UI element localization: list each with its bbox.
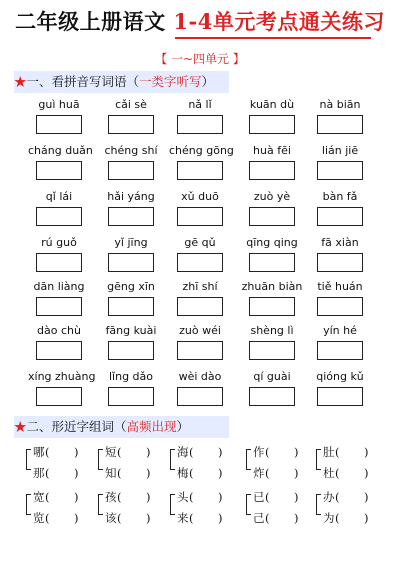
pinyin-text: qí guài bbox=[253, 370, 291, 383]
pinyin-text: fā xiàn bbox=[321, 236, 359, 249]
char-paren-close: ) bbox=[294, 466, 299, 480]
char-paren-close: ) bbox=[364, 445, 369, 459]
pinyin-text: lián jiē bbox=[321, 144, 359, 157]
pinyin-text: zhī shí bbox=[182, 280, 218, 293]
answer-box[interactable] bbox=[177, 207, 223, 226]
char-paren-close: ) bbox=[364, 466, 369, 480]
pinyin-text: lǐng dǎo bbox=[108, 370, 154, 383]
bracket bbox=[98, 494, 103, 515]
char-text: 览( bbox=[33, 511, 50, 525]
bracket bbox=[246, 494, 251, 515]
char-text: 该( bbox=[105, 511, 122, 525]
char-blank[interactable] bbox=[177, 444, 223, 460]
pinyin-text: nà biān bbox=[319, 98, 361, 111]
answer-box[interactable] bbox=[249, 207, 295, 226]
char-paren-close: ) bbox=[364, 490, 369, 504]
title-highlight: 1-4单元考点通关练习 bbox=[173, 9, 385, 34]
char-blank[interactable] bbox=[323, 444, 369, 460]
char-blank[interactable] bbox=[323, 465, 369, 481]
pinyin-text: zuò yè bbox=[253, 190, 291, 203]
char-blank[interactable] bbox=[33, 444, 79, 460]
answer-box[interactable] bbox=[108, 341, 154, 360]
char-text: 杜( bbox=[323, 466, 340, 480]
section-1-header bbox=[14, 71, 229, 93]
char-blank[interactable] bbox=[33, 510, 79, 526]
answer-box[interactable] bbox=[177, 161, 223, 180]
char-text: 来( bbox=[177, 511, 194, 525]
char-text: 梅( bbox=[177, 466, 194, 480]
answer-box[interactable] bbox=[108, 297, 154, 316]
pinyin-text: dào chù bbox=[37, 324, 81, 337]
char-paren-close: ) bbox=[294, 445, 299, 459]
answer-box[interactable] bbox=[36, 161, 82, 180]
char-text: 那( bbox=[33, 466, 50, 480]
char-paren-close: ) bbox=[146, 466, 151, 480]
answer-box[interactable] bbox=[36, 341, 82, 360]
section-1-close: ） bbox=[201, 74, 215, 89]
star-icon: ★ bbox=[14, 74, 27, 89]
char-paren-close: ) bbox=[146, 490, 151, 504]
char-blank[interactable] bbox=[105, 510, 151, 526]
pinyin-text: gē qǔ bbox=[184, 236, 216, 249]
char-blank[interactable] bbox=[253, 444, 299, 460]
title-main: 二年级上册语文 bbox=[15, 9, 166, 34]
answer-box[interactable] bbox=[249, 341, 295, 360]
answer-box[interactable] bbox=[177, 297, 223, 316]
answer-box[interactable] bbox=[108, 253, 154, 272]
pinyin-text: kuān dù bbox=[249, 98, 295, 111]
char-text: 宽( bbox=[33, 490, 50, 504]
answer-box[interactable] bbox=[108, 387, 154, 406]
bracket bbox=[170, 494, 175, 515]
answer-box[interactable] bbox=[249, 253, 295, 272]
pinyin-text: yín hé bbox=[323, 324, 357, 337]
subtitle: 【 一~四单元 】 bbox=[155, 52, 245, 66]
char-paren-close: ) bbox=[364, 511, 369, 525]
answer-box[interactable] bbox=[36, 297, 82, 316]
char-blank[interactable] bbox=[177, 510, 223, 526]
pinyin-text: gēng xīn bbox=[107, 280, 155, 293]
pinyin-text: huà fēi bbox=[253, 144, 291, 157]
char-text: 海( bbox=[177, 445, 194, 459]
pinyin-text: dān liàng bbox=[33, 280, 85, 293]
char-text: 孩( bbox=[105, 490, 122, 504]
bracket bbox=[98, 449, 103, 470]
answer-box[interactable] bbox=[177, 115, 223, 134]
pinyin-text: zuò wéi bbox=[179, 324, 221, 337]
char-text: 短( bbox=[105, 445, 122, 459]
pinyin-text: chéng gōng bbox=[169, 144, 234, 157]
section-1-label: 一、看拼音写词语（ bbox=[26, 74, 140, 89]
char-paren-close: ) bbox=[218, 511, 223, 525]
char-paren-close: ) bbox=[74, 490, 79, 504]
char-text: 办( bbox=[323, 490, 340, 504]
bracket bbox=[26, 449, 31, 470]
char-paren-close: ) bbox=[146, 445, 151, 459]
char-blank[interactable] bbox=[253, 465, 299, 481]
answer-box[interactable] bbox=[108, 161, 154, 180]
pinyin-text: shèng lì bbox=[250, 324, 294, 337]
section-1-note: 一类字听写 bbox=[139, 74, 202, 89]
answer-box[interactable] bbox=[317, 115, 363, 134]
answer-box[interactable] bbox=[108, 115, 154, 134]
answer-box[interactable] bbox=[249, 161, 295, 180]
pinyin-text: tiě huán bbox=[317, 280, 363, 293]
section-2-label: 二、形近字组词（ bbox=[26, 419, 127, 434]
pinyin-text: xíng zhuàng bbox=[28, 370, 96, 383]
char-text: 已( bbox=[253, 490, 270, 504]
answer-box[interactable] bbox=[317, 341, 363, 360]
char-blank[interactable] bbox=[177, 465, 223, 481]
char-blank[interactable] bbox=[105, 489, 151, 505]
pinyin-text: wèi dào bbox=[178, 370, 222, 383]
pinyin-text: fāng kuài bbox=[105, 324, 157, 337]
answer-box[interactable] bbox=[177, 341, 223, 360]
bracket bbox=[246, 449, 251, 470]
pinyin-text: rú guǒ bbox=[41, 236, 77, 249]
char-paren-close: ) bbox=[218, 466, 223, 480]
answer-box[interactable] bbox=[36, 115, 82, 134]
pinyin-text: nǎ lǐ bbox=[188, 98, 212, 111]
bracket bbox=[316, 449, 321, 470]
char-paren-close: ) bbox=[218, 445, 223, 459]
answer-box[interactable] bbox=[317, 297, 363, 316]
answer-box[interactable] bbox=[177, 387, 223, 406]
char-text: 哪( bbox=[33, 445, 50, 459]
answer-box[interactable] bbox=[249, 297, 295, 316]
char-paren-close: ) bbox=[294, 511, 299, 525]
char-text: 知( bbox=[105, 466, 122, 480]
char-blank[interactable] bbox=[323, 510, 369, 526]
answer-box[interactable] bbox=[249, 115, 295, 134]
char-paren-close: ) bbox=[74, 466, 79, 480]
char-blank[interactable] bbox=[323, 489, 369, 505]
section-2-header bbox=[14, 416, 229, 438]
char-blank[interactable] bbox=[105, 444, 151, 460]
char-paren-close: ) bbox=[146, 511, 151, 525]
char-text: 肚( bbox=[323, 445, 340, 459]
pinyin-text: hǎi yáng bbox=[107, 190, 155, 203]
char-text: 作( bbox=[253, 445, 270, 459]
answer-box[interactable] bbox=[317, 253, 363, 272]
char-text: 己( bbox=[253, 511, 270, 525]
char-blank[interactable] bbox=[253, 489, 299, 505]
pinyin-text: guì huā bbox=[38, 98, 80, 111]
char-paren-close: ) bbox=[74, 445, 79, 459]
char-blank[interactable] bbox=[105, 465, 151, 481]
star-icon: ★ bbox=[14, 419, 27, 434]
pinyin-text: yǐ jīng bbox=[114, 236, 148, 249]
answer-box[interactable] bbox=[317, 387, 363, 406]
pinyin-text: cǎi sè bbox=[115, 98, 147, 111]
char-text: 为( bbox=[323, 511, 340, 525]
pinyin-text: qióng kǔ bbox=[316, 370, 364, 383]
char-blank[interactable] bbox=[33, 465, 79, 481]
section-2-close: ） bbox=[176, 419, 190, 434]
pinyin-text: qǐ lái bbox=[45, 190, 73, 203]
answer-box[interactable] bbox=[36, 207, 82, 226]
char-blank[interactable] bbox=[177, 489, 223, 505]
pinyin-text: zhuān biàn bbox=[241, 280, 303, 293]
page-title bbox=[0, 6, 400, 36]
section-2-note: 高频出现 bbox=[126, 419, 177, 434]
char-paren-close: ) bbox=[294, 490, 299, 504]
title-underline bbox=[175, 37, 371, 39]
answer-box[interactable] bbox=[249, 387, 295, 406]
char-text: 头( bbox=[177, 490, 194, 504]
pinyin-text: xǔ duō bbox=[181, 190, 219, 203]
char-blank[interactable] bbox=[33, 489, 79, 505]
pinyin-text: cháng duǎn bbox=[28, 144, 93, 157]
answer-box[interactable] bbox=[317, 207, 363, 226]
answer-box[interactable] bbox=[36, 253, 82, 272]
answer-box[interactable] bbox=[177, 253, 223, 272]
char-paren-close: ) bbox=[218, 490, 223, 504]
char-text: 炸( bbox=[253, 466, 270, 480]
pinyin-text: qīng qing bbox=[246, 236, 298, 249]
bracket bbox=[26, 494, 31, 515]
answer-box[interactable] bbox=[36, 387, 82, 406]
char-paren-close: ) bbox=[74, 511, 79, 525]
pinyin-text: chéng shí bbox=[104, 144, 158, 157]
bracket bbox=[170, 449, 175, 470]
bracket bbox=[316, 494, 321, 515]
pinyin-text: bàn fǎ bbox=[322, 190, 358, 203]
char-blank[interactable] bbox=[253, 510, 299, 526]
answer-box[interactable] bbox=[317, 161, 363, 180]
answer-box[interactable] bbox=[108, 207, 154, 226]
